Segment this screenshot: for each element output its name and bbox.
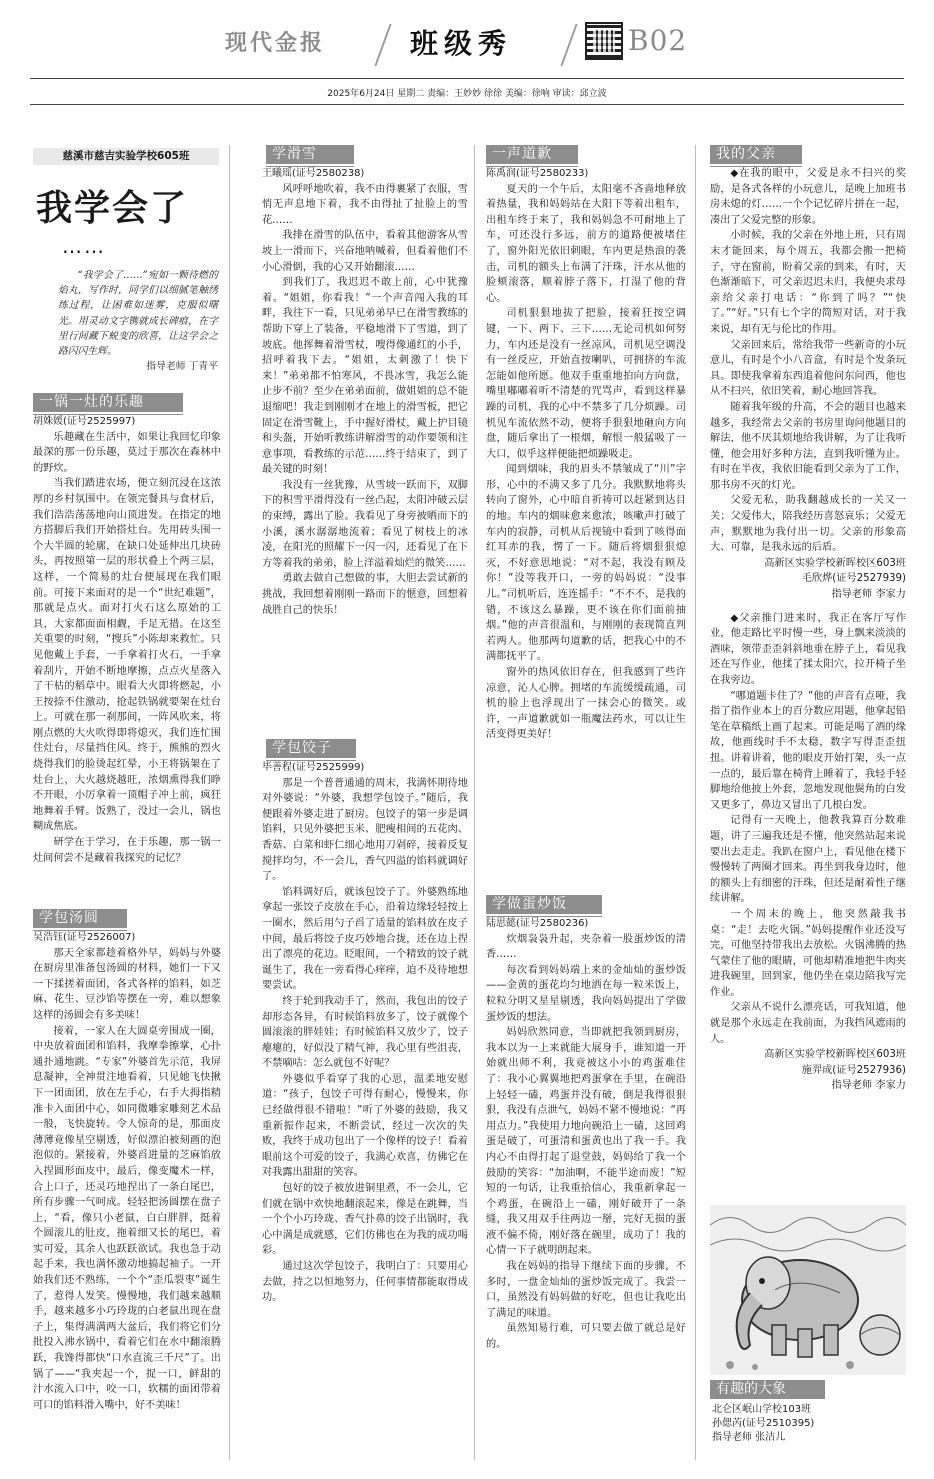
illustration-school: 北仑区岷山学校103班 bbox=[712, 1404, 812, 1415]
article-paragraph: 小时候，我的父亲在外地上班，只有周末才能回来，每个周五，我都会搬一把椅子，守在窗前，盼着父亲的到来，有时，天色渐渐暗下，可父亲迟迟未归，我便央求母亲给父亲打电话：“你到了吗？”“快了。”“好。”只有七个字的简短对话，对于我来说，却有无与伦比的作用。 bbox=[710, 230, 906, 335]
feature-title: 我学会了 bbox=[36, 187, 189, 229]
intro-teacher: 指导老师 丁青平 bbox=[146, 361, 218, 373]
header-divider bbox=[560, 24, 577, 66]
article-byline: 毕善程(证号2525999) bbox=[262, 762, 365, 773]
article-title: 我的父亲 bbox=[710, 145, 802, 164]
article-paragraph: 乐趣藏在生活中，如果让我回忆印象最深的那一份乐趣，莫过于那次在森林中的野炊。 bbox=[33, 431, 221, 474]
article-paragraph: 馅料调好后，就该包饺子了。外婆熟练地拿起一张饺子皮放在手心，沿着边缘轻轻按上一圈水，然后用勺子舀了适量的馅料放在皮子中间，最后将饺子皮巧妙地合拢，还在边上捏出了漂亮的花边。眨眼间，一个精致的饺子就诞生了，我在一旁看得心痒痒，迫不及待地想要尝试。 bbox=[262, 886, 468, 992]
spacer bbox=[710, 603, 906, 611]
article-title: 学做蛋炒饭 bbox=[486, 895, 602, 914]
paper-name: 现代金报 bbox=[225, 30, 326, 56]
article-body bbox=[33, 414, 221, 866]
school-bar: 慈溪市慈吉实验学校605班 bbox=[33, 148, 219, 165]
article-body bbox=[262, 166, 468, 618]
article-paragraph: 那天全家都趁着格外早，妈妈与外婆在厨房里准备包汤圆的材料，她们一下又一下揉搓着面团，各式各样的馅料，如芝麻、花生、豆沙馅等摆在一旁，难以想象这样的汤圆会有多美味！ bbox=[33, 947, 221, 1021]
article-body bbox=[33, 930, 221, 1413]
article-paragraph: 记得有一天晚上，他教我算百分数难题，讲了三遍我还是不懂，他突然站起来说要出去走走。我趴在窗户上，看见他在楼下慢慢转了两圈才回来。再坐到我身边时，他的额头上有细密的汗珠，但还是耐着性子继续讲解。 bbox=[710, 815, 906, 905]
feature-ellipsis: …… bbox=[62, 234, 106, 258]
article-paragraph: 风呼呼地吹着，我不由得裹紧了衣服，雪悄无声息地下着，我不由得扯了扯脸上的雪花…… bbox=[262, 183, 468, 226]
section-title: 班级秀 bbox=[410, 27, 513, 60]
article-paragraph: 每次看到妈妈端上来的金灿灿的蛋炒饭——金黄的蛋花均匀地洒在每一粒米饭上，粒粒分明又星星剔透，我向妈妈提出了学做蛋炒饭的想法。 bbox=[486, 964, 686, 1023]
illustration-caption bbox=[712, 1403, 814, 1445]
signature-student: 施羿成(证号2527936) bbox=[801, 1064, 906, 1076]
column-divider bbox=[695, 145, 696, 1460]
page-number: B02 bbox=[628, 24, 688, 57]
article-paragraph: 父爱无私，助我翻越成长的一关又一关；父爱伟大，陪我经历喜怒哀乐；父爱无声，默默地为我付出一切。父亲的形象高大、可靠，是我永远的后盾。 bbox=[710, 495, 906, 554]
article-title: 学滑雪 bbox=[266, 145, 354, 164]
article-paragraph: 接着，一家人在大圆桌旁围成一圈，中央放着面团和馅料，我摩拳擦掌，心扑通扑通地跳。“专家”外婆首先示范，我屏息凝神，全神贯注地看着，只见她飞快揪下一团面团，放在左手心，右手大拇指精准卡入面团中心，如同微雕家雕刻艺术品一般，飞快旋转。令人惊奇的是，那面皮薄薄竟像星空剔透，好似漂泊被刻画的泡泡似的。紧接着，外婆舀进量的芝麻馅放入捏圆形面皮中，最后，像变魔术一样，合上口子，还灵巧地捏出了一条白尾巴，所有步骤一气呵成。轻轻把汤圆摆在盘子上，“看，像只小老鼠，白白胖胖，挺着个圆滚儿的肚皮，拖着细又长的尾巴，着实可爱，其余人也跃跃欲试。我也急于动起手来，我也满怀激动地搞起袖子。一开始我们还不熟练，一个个“歪瓜裂枣”诞生了，惹得人发笑。慢慢地，我们越来越顺手，越来越多小巧玲珑的白老鼠出现在盘子上，集得满满两大盆后，我们将它们分批投入沸水锅中，看着它们在水中翻滚腾跃，我馋得都快“口水直流三千尺”了。出锅了——“我夹起一个，捉一口，鲜甜的汁水流入口中，咬一口，软糯的面团带着可口的馅料滑入嘴中，好不美味！ bbox=[33, 1025, 221, 1411]
article-body bbox=[486, 166, 686, 743]
article-paragraph: 那是一个普普通通的周末，我满怀期待地对外婆说：“外婆，我想学包饺子。”随后，我便跟着外婆走进了厨房。包饺子的第一步是调馅料，只见外婆把玉米、肥瘦相间的五花肉、香菇、白菜和虾仁细心地用刀剁碎，接着反复搅拌均匀，不一会儿，香气四溢的馅料就调好了。 bbox=[262, 777, 468, 883]
article-paragraph: 司机狠狠地拔了把脸，接着狂按空调键，一下、两下、三下……无论司机如何努力，车内还是没有一丝凉风，司机见空调没有一丝反应，开始直按喇叭，可拥挤的车流怎能如他所愿。他双手重重地拍向方向盘，嘴里嘟嘟着听不清楚的咒骂声，看到这样暴躁的司机，我的心中不禁多了几分烦躁。司机见车流依然不动，便将手狠狠地砸向方向盘，随后拿出了一根烟，解恨一般猛吸了一大口，似乎这样便能把烦躁吸走。 bbox=[486, 308, 686, 460]
article-byline: 王曦瑶(证号2580238) bbox=[262, 168, 365, 179]
header-divider bbox=[374, 24, 391, 66]
illustration-teacher: 指导老师 张洁儿 bbox=[712, 1432, 786, 1443]
article-paragraph: 闻到烟味，我的眉头不禁皱成了“川”字形，心中的不满又多了几分。我默默地将头转向了窗外，心中暗自祈祷可以赶紧到达目的地。车内的烟味愈来愈浓，咳嗽声打破了车内的寂静，司机从后视镜中看到了咳得面红耳赤的我，愣了一下。随后将烟狠狠熄灭，不好意思地说：“对不起，我没有顾及你！”没等我开口，一旁的妈妈说：“没事儿。”司机听后，连连摇手：“不不不，是我的错，不该这么暴躁，更不该在你们面前抽烟。”他的声音很温和，与刚刚的表现简直判若两人。他那两句道歉的话，把我心中的不满都抚平了。 bbox=[486, 464, 686, 663]
article-body bbox=[262, 760, 468, 1306]
header-rule bbox=[30, 78, 904, 79]
article-paragraph: ◆在我的眼中，父爱是永不扫兴的奖励，是各式各样的小玩意儿，是晚上加班书房未熄的灯……一个个记忆碎片拼在一起，凑出了父爱完整的形象。 bbox=[710, 168, 906, 226]
signature-teacher: 指导老师 李家力 bbox=[831, 1080, 906, 1092]
article-byline: 胡姝媛(证号2525997) bbox=[33, 416, 136, 427]
article-paragraph: 我排在滑雪的队伍中，看着其他游客从雪坡上一滑而下，兴奋地呐喊着，但看着他们不小心滑倒，我的心又开始翻滚…… bbox=[262, 230, 468, 273]
article-byline: 陈禹润(证号2580233) bbox=[486, 168, 589, 179]
article-paragraph: 当我们踏进农场，便立刻沉浸在这浓厚的乡村氛围中。在领完餐具与食材后，我们浩浩荡荡地向山顶进发。在指定的地方搭脚后我们开始搭灶台。先用砖头围一个大半圆的轮廓，在缺口处延伸出几块砖头，再按照第一层的形状叠上个两三层，这样，一个简易的灶台便展现在我们眼前。可接下来面对的是一个“世纪难题”，那就是点火。面对打火石这么原始的工具，大家都面面相觑，手足无措。在这至关重要的时刻，“搜兵”小陈却来救忙。只见他戴上手套，一手拿着打火石，一手拿着刮片，开始不断地摩擦，点点火星落入了干枯的稻草中。眼看大火即将燃起，小王按捺不住激动，抢起铁锅就要架在灶台上。可就在那一刹那间，一阵风吹来，将刚点燃的大火吹得即将熄灭，我们连忙围住灶台，尽量挡住风。终于，熊熊的烈火烧得我们的脸烫起红晕，小王将锅架在了灶台上，大火越烧越旺，浓烟熏得我们睁不开眼，小厉拿着一顶帽子冲上前，疯狂地舞着手臂。饭熟了，没过一会儿，锅也糊成焦底。 bbox=[33, 478, 221, 833]
intro-text: “我学会了……”宛如一颗待燃的焰丸，写作时，同学们以细腻笔触绣练过程，让困难如迷雾，克服似曙光。用灵动文字镌就成长碑痕，在字里行间藏下蜕变的欣喜，让这学会之路闪闪生辉。 bbox=[58, 270, 218, 358]
header-rule-bottom bbox=[30, 104, 904, 105]
article-paragraph: 我在妈妈的指导下继续下面的步骤，不多时，一盘金灿灿的蛋炒饭完成了。我尝一口，虽然没有妈妈做的好吃，但也让我吃出了满足的味道。 bbox=[486, 1261, 686, 1319]
article-paragraph: 终于轮到我动手了，然而，我包出的饺子却形态各异，有时候馅料放多了，饺子就像个圆滚滚的胖娃娃；有时候馅料又放少了，饺子瘪瘪的，好似没了精气神，我心里有些沮丧，不禁嘀咕：怎么就包不好呢？ bbox=[262, 995, 468, 1070]
qr-code-icon bbox=[585, 22, 623, 60]
elephant-drawing bbox=[710, 1205, 906, 1375]
feature-intro bbox=[58, 268, 218, 374]
illustration-title: 有趣的大象 bbox=[710, 1380, 825, 1399]
article-paragraph: 随着我年级的升高，不会的题目也越来越多，我经常去父亲的书房里询问他题目的解法，他不厌其烦地给我讲解，为了让我听懂，他会用好多种方法，直到我听懂为止。有时在半夜，我依旧能看到父亲为了工作，那书房不灭的灯光。 bbox=[710, 401, 906, 491]
article-byline: 吴浩钰(证号2526007) bbox=[33, 932, 136, 943]
article-title: 学包饺子 bbox=[266, 739, 356, 758]
article-paragraph: 虽然知易行难，可只要去做了就总是好的。 bbox=[486, 1323, 686, 1351]
elephant-icon bbox=[710, 1205, 906, 1375]
article-paragraph: 研学在于学习，在于乐趣，那一锅一灶间何尝不是藏着我探究的记忆？ bbox=[33, 837, 221, 864]
signature-student: 毛欣烨(证号2527939) bbox=[801, 573, 906, 585]
article-body bbox=[710, 166, 906, 1094]
article-paragraph: 勇敢去做自己想做的事，大胆去尝试新的挑战，我回想着刚刚一路而下的惬意，回想着战胜自己的快乐！ bbox=[262, 573, 468, 616]
signature-teacher: 指导老师 李家力 bbox=[831, 589, 906, 601]
article-paragraph: 一个周末的晚上，他突然敲我书桌：“走！去吃火锅。”妈妈提醒作业还没写完，可他坚持带我出去放松。火锅沸腾的热气蒙住了他的眼睛，可他却精准地把牛肉夹进我碗里，回到家，他仍坐在桌边陪我写完作业。 bbox=[710, 908, 906, 998]
article-title: 学包汤圆 bbox=[33, 909, 127, 928]
issue-meta: 2025年6月24日 星期二 责编：王妙妙 徐徐 美编：徐响 审读：邱立波 bbox=[327, 89, 607, 99]
article-paragraph: 我没有一丝犹豫，从雪坡一跃而下，双脚下的积雪平滑得没有一丝凸起，太阳冲破云层的束缚，露出了脸。我看见了身旁被晒而下的小溪，溪水潺潺地流着；看见了树枝上的冰凌，在阳光的照耀下一闪一闪，还看见了在下方等着我的弟弟，脸上洋溢着灿烂的微笑…… bbox=[262, 479, 468, 569]
article-paragraph: 夏天的一个午后，太阳毫不吝啬地释放着热量，我和妈妈站在大阳下等着出租车，出租车终于来了，我和妈妈急不可耐地上了车，可还没行多远，前方的道路便被堵住了，窗外阳光依旧刺眼，车内更是热浪的袭击，司机的额头上布满了汗珠，汗水从他的脸颊滚落，顺着脖子落下，打湿了他的背心。 bbox=[486, 183, 686, 304]
signature-school: 高新区实验学校新晖校区603班 bbox=[764, 557, 906, 569]
article-paragraph: 父亲回来后，常给我带一些新奇的小玩意儿，有时是个小八音盒，有时是个发条玩具。即使我拿着东西追着他问东问西，他也从不扫兴，依旧笑着，耐心地回答我。 bbox=[710, 339, 906, 398]
article-paragraph: 到我们了，我迟迟不敢上前，心中犹豫着。“姐姐，你看我！”一个声音闯入我的耳畔，我往下一看，只见弟弟早已在滑雪教练的帮助下穿上了装备，平稳地滑下了雪道，到了坡底。他挥舞着滑雪杖，嗖得像通红的小手，招呼着我下去。“姐姐，太刺激了！快下来！”弟弟都不怕寒风，不畏冰雪，我怎么能止步不前？至少在弟弟面前，做姐姐的总不能退缩吧！我走到刚刚才在地上的滑雪板，把它固定在滑雪靴上，手中握好滑杖，戴上护目镜和头盔，开始听教练讲解滑雪的动作要领和注意事项，看教练的示范……终于结束了，到了最关键的时刻！ bbox=[262, 277, 468, 476]
column-divider bbox=[229, 145, 230, 1460]
article-paragraph: 窗外的热风依旧存在，但我感到了些许凉意，沁人心脾。拥堵的车流缓缓疏通，司机的脸上也浮现出了一抹会心的微笑。或许，一声道歉就如一瓶魔法药水，可以让生活变得更美好！ bbox=[486, 667, 686, 741]
article-paragraph: 外婆似乎看穿了我的心思，温柔地安慰道：“孩子，包饺子可得有耐心，慢慢来，你已经做得很不错啦！”听了外婆的鼓励，我又重新振作起来，不断尝试，经过一次次的失败，我终于成功包出了一个像样的饺子！看着眼前这个可爱的饺子，我满心欢喜，仿佛它在对我露出甜甜的笑容。 bbox=[262, 1073, 468, 1179]
article-title: 一声道歉 bbox=[486, 145, 578, 164]
article-title: 一锅一灶的乐趣 bbox=[33, 393, 183, 412]
signature-school: 高新区实验学校新晖校区603班 bbox=[764, 1049, 906, 1061]
article-paragraph: 包好的饺子被放进铜里煮，不一会儿，它们就在锅中欢快地翻滚起来，像是在跳舞，当一个个小巧玲珑、香气扑鼻的饺子出锅时，我心中满是成就感，它们仿佛也在为我的成功喝彩。 bbox=[262, 1183, 468, 1257]
article-paragraph: ◆父亲推门进来时，我正在客厅写作业，他走路比平时慢一些，身上飘来淡淡的酒味，领带歪歪斜斜地垂在脖子上，看见我还在写作业，他揉了揉太阳穴，拉开椅子坐在我旁边。 bbox=[710, 612, 906, 686]
article-body bbox=[486, 916, 686, 1353]
article-byline: 陆思懿(证号2580236) bbox=[486, 918, 589, 929]
article-paragraph: 妈妈欣然同意，当即就把我领到厨房，我本以为一上来就能大展身手，谁知道一开始就出师不利，我竟被这小小的鸡蛋难住了：我小心翼翼地把鸡蛋拿在手里，在碗沿上轻轻一磕，鸡蛋并没有破，倒是我得很狠狠，我没有点泄气，妈妈不紧不慢地说：“再用点力。”我使用力地向碗沿上一磕，这回鸡蛋是破了，可蛋清和蛋黄也出了我一手。我内心不由得打起了退堂鼓，妈妈给了我一个鼓励的笑容：“加油啊，不能半途而废！”短短的一句话，让我重拾信心，我重新拿起一个鸡蛋，在碗沿上一磕，刚好破开了一条缝，我又用双手往两边一掰，完好无损的蛋液不偏不倚，刚好落在碗里，成功了！我的心情一下子就明朗起来。 bbox=[486, 1027, 686, 1257]
illustration-student: 孙偲芮(证号2510395) bbox=[712, 1418, 815, 1429]
column-divider bbox=[474, 145, 475, 1460]
article-paragraph: 炊烟袅袅升起，夹杂着一股蛋炒饭的清香…… bbox=[486, 933, 686, 961]
article-paragraph: “哪道题卡住了？”他的声音有点哑，我指了指作业本上的百分数应用题，他拿起铅笔在草稿纸上画了起来。可能是喝了酒的缘故，他画线时手不太稳，数字写得歪歪扭扭。讲着讲着，他的眼皮开始打架，头一点一点的，最后靠在椅背上睡着了，我轻手轻脚地给他披上外套，忽地发现他鬓角的白发又更多了，鼻边又冒出了几根白发。 bbox=[710, 690, 906, 811]
article-paragraph: 通过这次学包饺子，我明白了：只要用心去做，持之以恒地努力，任何事情都能取得成功。 bbox=[262, 1261, 468, 1304]
article-paragraph: 父亲从不说什么漂亮话，可我知道，他就是那个永远走在我前面，为我挡风遮雨的人。 bbox=[710, 1002, 906, 1045]
